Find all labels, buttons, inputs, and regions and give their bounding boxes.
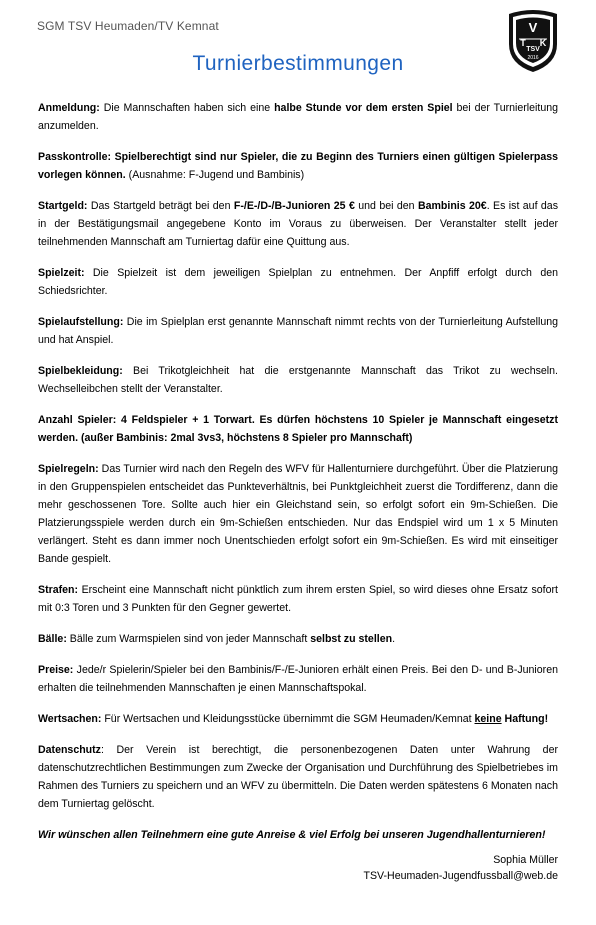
label-spielzeit: Spielzeit: [38,267,85,279]
text: . [392,633,396,645]
label-spielbekleidung: Spielbekleidung: [38,365,123,377]
rules-body [38,99,558,884]
signature-email: TSV-Heumaden-Jugendfussball@web.de [363,870,558,882]
text: (Ausnahme: F-Jugend und Bambinis) [125,169,305,181]
logo-letter-left: T [520,38,526,48]
text: Die Mannschaften haben sich eine [99,102,275,114]
header-club-name: SGM TSV Heumaden/TV Kemnat [37,19,219,33]
section-baelle [38,630,558,648]
label-startgeld: Startgeld: [38,200,88,212]
section-startgeld [38,197,558,251]
section-preise [38,661,558,697]
text: bei der Turnierleitung anzumelden. [38,102,558,132]
emphasis: halbe Stunde vor dem ersten Spiel [274,102,453,114]
label-spielregeln: Spielregeln: [38,463,99,475]
section-spielzeit [38,264,558,300]
section-spielaufstellung [38,313,558,349]
closing-message: Wir wünschen allen Teilnehmern eine gute Anreise & viel Erfolg bei unseren Jugendhallenturnieren! [38,829,546,841]
emphasis: Spielberechtigt sind nur Spieler, die zu Beginn des Turniers einen gültigen Spielerpass vorlegen können. [38,151,558,181]
emphasis: selbst zu stellen [310,633,393,645]
emphasis-underlined: keine [474,713,502,725]
emphasis: F-/E-/D-/B-Junioren 25 € [233,200,355,212]
signature-block [38,852,558,884]
logo-letter-right: K [539,38,547,48]
text: Bei Trikotgleichheit hat die erstgenannte Mannschaft das Trikot zu wechseln. Wechselleibchen stellt der Veranstalter. [38,365,558,395]
signature-name: Sophia Müller [493,854,558,866]
text: . Es ist auf das in der Bestätigungsmail angegebene Konto im Voraus zu überweisen. Der Veranstalter stellt jeder teilnehmenden Mannschaft am Turniertag dafür eine Quittung aus. [38,200,558,248]
page-title: Turnierbestimmungen [192,52,404,75]
text: Für Wertsachen und Kleidungsstücke übernimmt die SGM Heumaden/Kemnat [101,713,475,725]
section-anzahl-spieler [38,411,558,447]
label-anmeldung: Anmeldung: [38,102,100,114]
text: Die Spielzeit ist dem jeweiligen Spielplan zu entnehmen. Der Anpfiff erfolgt durch den Schiedsrichter. [38,267,558,297]
text: Bälle zum Warmspielen sind von jeder Mannschaft [66,633,311,645]
text: Erscheint eine Mannschaft nicht pünktlich zum ihrem ersten Spiel, so wird dieses ohne Ersatz sofort mit 0:3 Toren und 3 Punkten für den Gegner gewertet. [38,584,558,614]
section-wertsachen [38,710,558,728]
section-strafen [38,581,558,617]
label-strafen: Strafen: [38,584,79,596]
label-passkontrolle: Passkontrolle: [38,151,112,163]
section-spielregeln [38,460,558,568]
logo-year-text: 2016 [527,55,539,61]
label-baelle: Bälle: [38,633,67,645]
label-spielaufstellung: Spielaufstellung: [38,316,124,328]
logo-letter-top: V [528,20,538,35]
emphasis: 4 Feldspieler + 1 Torwart. Es dürfen höchstens 10 Spieler je Mannschaft eingesetzt werden. (außer Bambinis: 2mal 3vs3, höchstens 8 Spieler pro Mannschaft) [38,414,558,444]
text: : Der Verein ist berechtigt, die personenbezogenen Daten unter Wahrung der datenschutzrechtlichen Bestimmungen zum Zwecke der Organisation und Durchführung des Spielbetriebes im Rahmen des Turniers zu speichern und an WFV zu übermitteln. Die Daten werden spätestens 6 Monaten nach dem Turniertag gelöscht. [38,744,558,810]
text: Das Turnier wird nach den Regeln des WFV für Hallenturniere durchgeführt. Über die Platzierung in den Gruppenspielen entscheidet das Punkteverhältnis, bei Punktgleichheit zuerst die Tordifferenz, dann die mehr geschossenen Tore. Sollte auch hier ein Gleichstand sein, so erfolgt sofort ein 9m-Schießen. Die Platzierungsspiele werden durch ein 9m-Schießen entschieden. Nur das Endspiel wird um 1 x 5 Minuten verlängert. Steht es dann immer noch Unentschieden erfolgt sofort ein 9m-Schießen. Es wird mit einseitiger Bande gespielt. [38,463,558,565]
section-passkontrolle [38,148,558,184]
text: Die im Spielplan erst genannte Mannschaft nimmt rechts von der Turnierleitung Aufstellung und hat Anspiel. [38,316,558,346]
section-spielbekleidung [38,362,558,398]
emphasis: Haftung! [501,713,549,725]
label-wertsachen: Wertsachen: [38,713,102,725]
label-datenschutz: Datenschutz [38,744,101,756]
emphasis: Bambinis 20€ [417,200,487,212]
text: Das Startgeld beträgt bei den [87,200,234,212]
section-anmeldung [38,99,558,135]
section-datenschutz [38,741,558,813]
text: Jede/r Spielerin/Spieler bei den Bambinis/F-/E-Junioren erhält einen Preis. Bei den D- und B-Junioren erhalten die teilnehmenden Mannschaften je einen Mannschaftspokal. [38,664,558,694]
text: und bei den [354,200,418,212]
logo-tsv-text: TSV [526,46,540,53]
label-anzahl-spieler: Anzahl Spieler: [38,414,117,426]
label-preise: Preise: [38,664,74,676]
